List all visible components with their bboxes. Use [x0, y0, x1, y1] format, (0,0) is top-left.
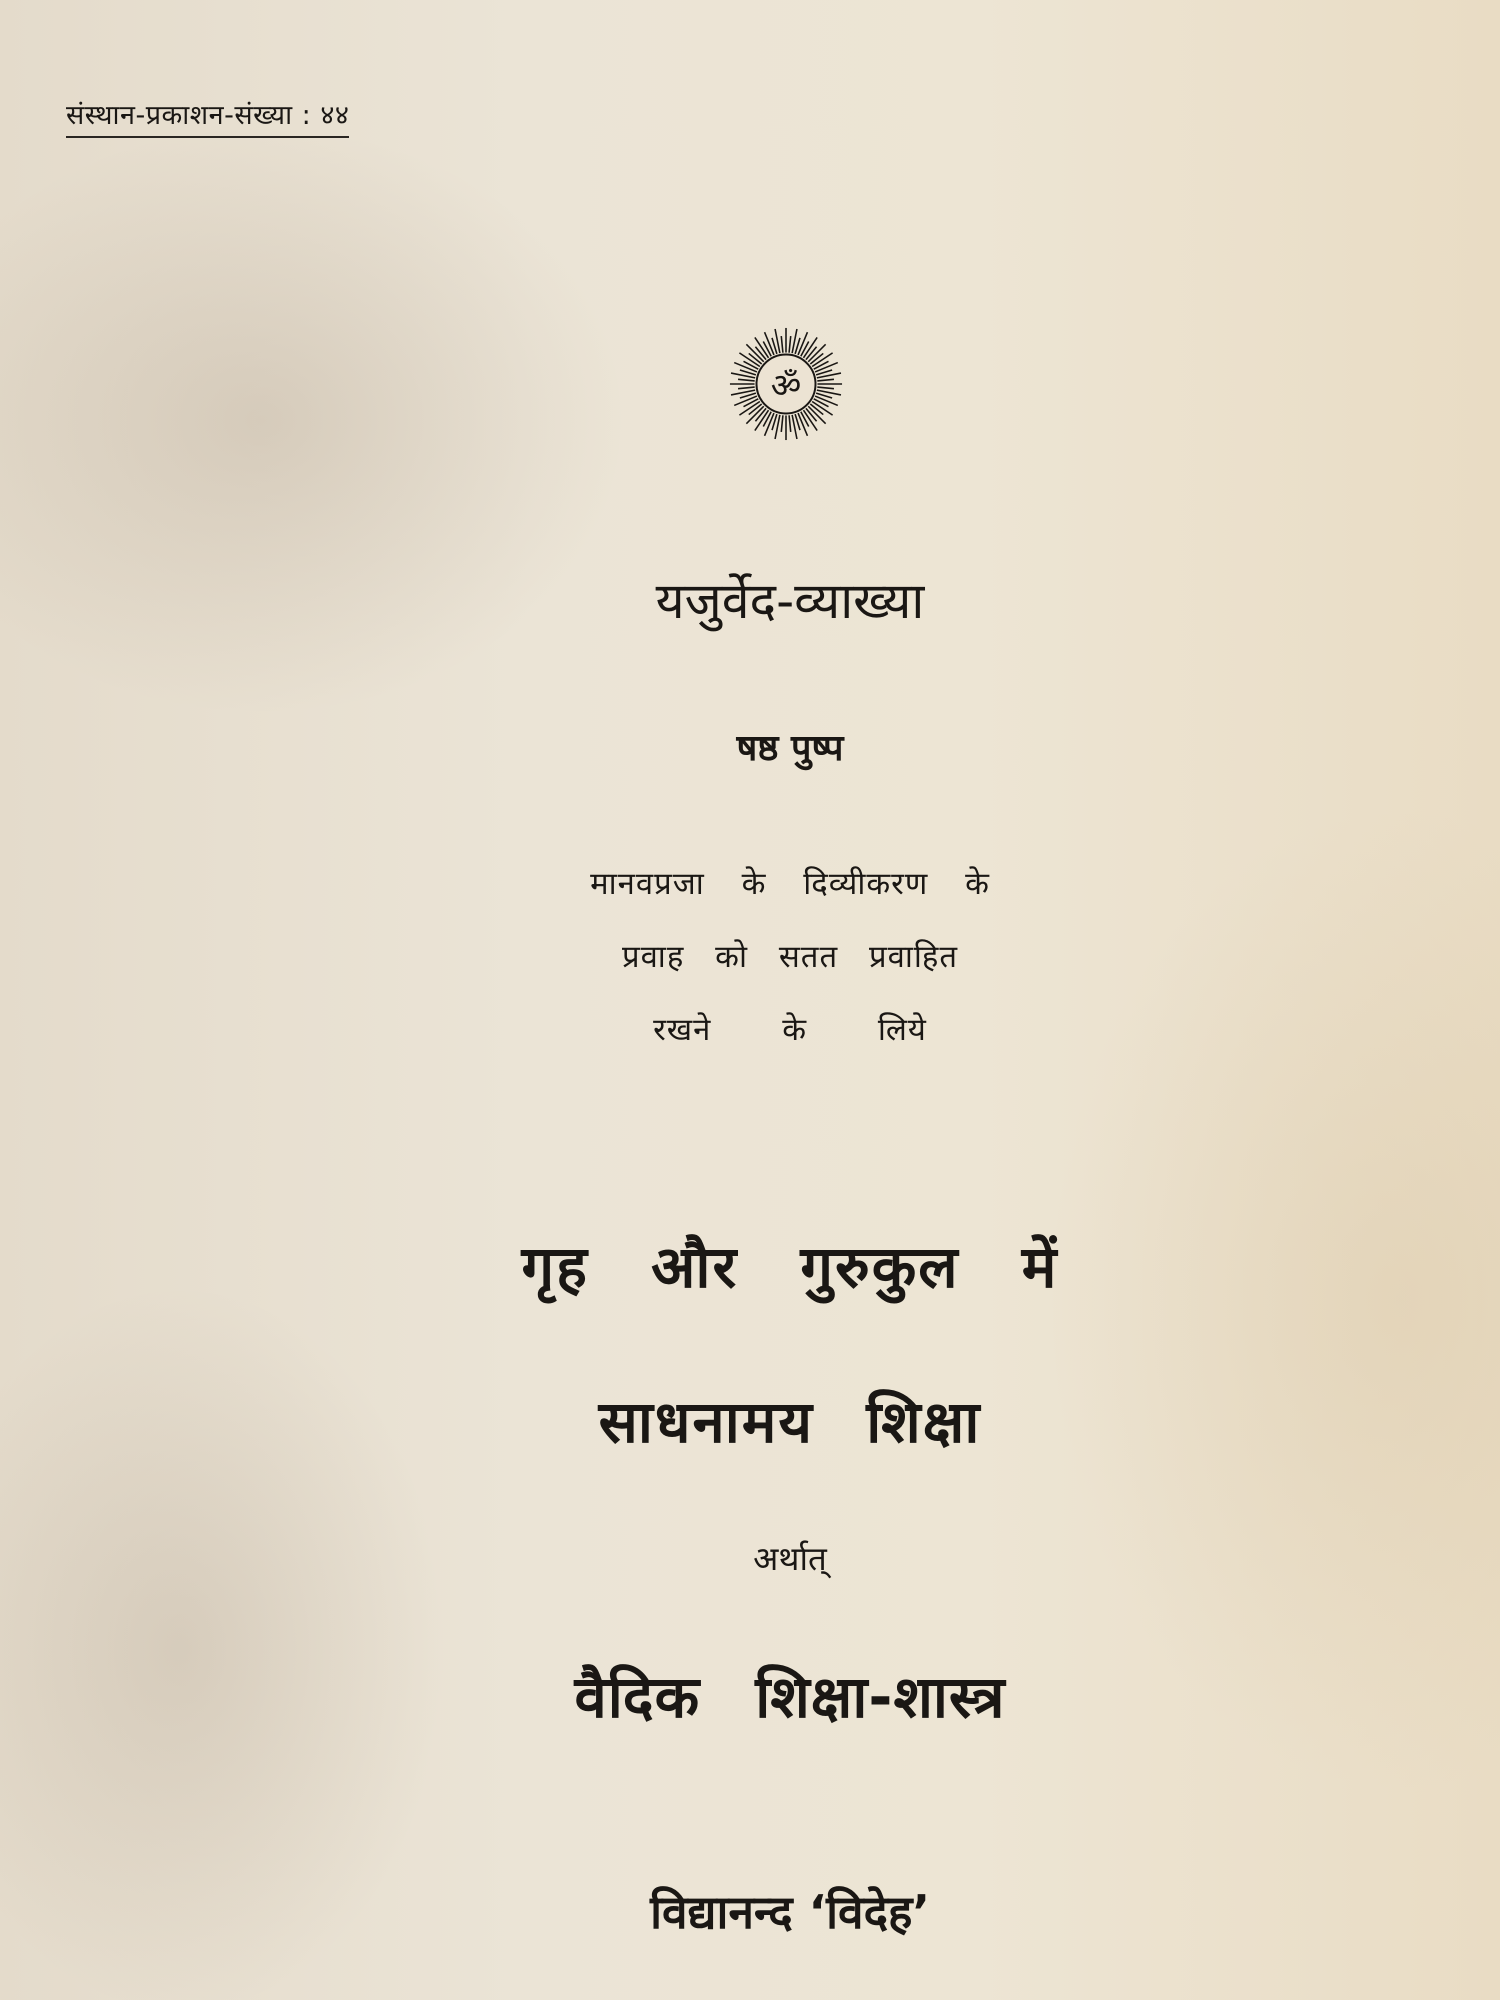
sun-ray: [781, 415, 783, 432]
dedication-line-2: प्रवाह को सतत प्रवाहित: [621, 939, 959, 975]
connector-word: अर्थात्: [753, 1539, 827, 1578]
dedication-line-1: मानवप्रजा के दिव्यीकरण के: [590, 866, 990, 902]
volume-label: षष्ठ पुष्प: [736, 728, 844, 769]
author-name: विद्यानन्द ‘विदेह’: [650, 1885, 930, 1939]
sun-ray: [817, 379, 834, 381]
sun-ray: [789, 336, 791, 353]
subtitle: वैदिक शिक्षा-शास्त्र: [574, 1663, 1006, 1731]
sun-ray: [738, 387, 755, 389]
sun-ray: [789, 415, 791, 432]
sun-ray: [738, 379, 755, 381]
dedication-line-3: रखने के लिये: [653, 1012, 927, 1048]
main-title-line-1: गृह और गुरुकुल में: [521, 1233, 1059, 1301]
sun-ray: [781, 336, 783, 353]
om-sunburst-icon: [727, 325, 845, 443]
main-title-line-2: साधनामय शिक्षा: [598, 1388, 982, 1456]
om-glyph: ॐ: [770, 365, 802, 405]
series-number: संस्थान-प्रकाशन-संख्या : ४४: [66, 95, 349, 138]
series-title: यजुर्वेद-व्याख्या: [655, 572, 925, 630]
sun-ray: [817, 387, 834, 389]
